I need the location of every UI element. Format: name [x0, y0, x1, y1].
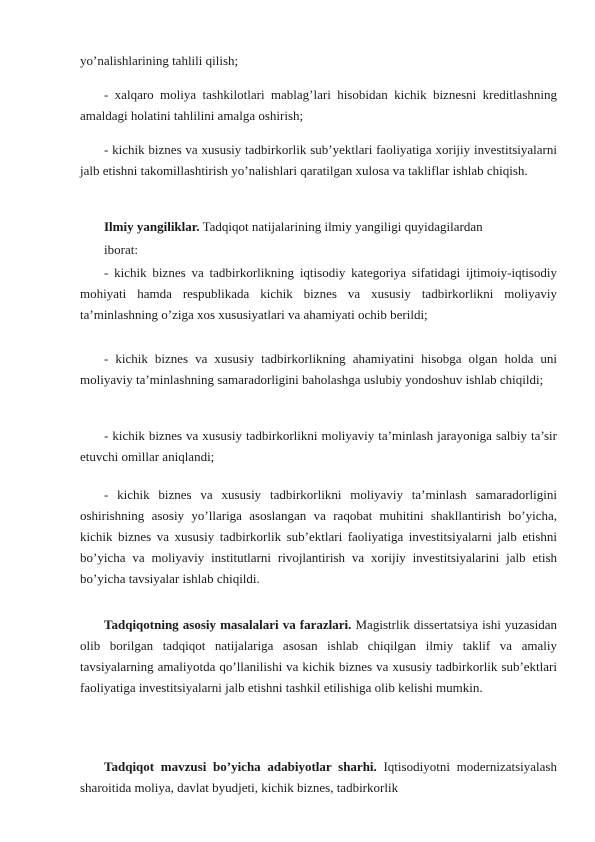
paragraph-novelty-2: - kichik biznes va xususiy tadbirkorlikning ahamiyatini hisobga olgan holda uni moliyaviy ta’minlashning samaradorligini baholashga uslubiy yondoshuv ishlab chiqildi;: [80, 351, 557, 387]
paragraph-scientific-novelty: [80, 216, 557, 237]
literature-review-text: Iqtisodiyotni modernizatsiyalash sharoitida moliya, davlat byudjeti, kichik biznes, tadbirkorlik: [80, 759, 557, 795]
paragraph-continuation: yo’nalishlarining tahlili qilish;: [80, 53, 239, 68]
paragraph-task-investment: - kichik biznes va xususiy tadbirkorlik sub’yektlari faoliyatiga xorijiy investitsiyalarni jalb etishni takomillashtirish yo’nalishlari qaratilgan xulosa va takliflar ishlab chiqish.: [80, 142, 557, 178]
heading-literature-review: Tadqiqot mavzusi bo’yicha adabiyotlar sharhi.: [104, 759, 377, 774]
paragraph-novelty-3: - kichik biznes va xususiy tadbirkorlikni moliyaviy ta’minlash jarayoniga salbiy ta’sir etuvchi omillar aniqlandi;: [80, 428, 557, 464]
paragraph-novelty-1: - kichik biznes va tadbirkorlikning iqtisodiy kategoriya sifatidagi ijtimoiy-iqtisodiy mohiyati hamda respublikada kichik biznes va xususiy tadbirkorlikni moliyaviy ta’minlashning o’ziga xos xususiyatlari va ahamiyati ochib berildi;: [80, 265, 557, 322]
paragraph-novelty-4: - kichik biznes va xususiy tadbirkorlikni moliyaviy ta’minlash samaradorligini oshirishning asosiy yo’llariga asoslangan va raqobat muhitini shakllantirish bo’yicha, kichik biznes va xususiy tadbirkorlik sub’ektlari faoliyatiga investitsiyalarni jalb etishni bo’yicha va moliyaviy institutlarni rivojlantirish va xorijiy investitsiyalarini jalb etish bo’yicha tavsiyalar ishlab chiqildi.: [80, 487, 557, 586]
hypotheses-text: Magistrlik dissertatsiya ishi yuzasidan olib borilgan tadqiqot natijalariga asosan ishlab chiqilgan ilmiy taklif va amaliy tavsiyalarning amaliyotda qo’llanilishi va kichik biznes va xususiy tadbirkorlik sub’ektlari faoliyatiga investitsiyalarni jalb etishni tashkil etilishiga olib kelishi mumkin.: [80, 617, 557, 695]
heading-research-hypotheses: Tadqiqotning asosiy masalalari va farazlari.: [104, 617, 352, 632]
paragraph-research-hypotheses: [80, 614, 557, 698]
heading-scientific-novelty: Ilmiy yangiliklar.: [104, 219, 200, 234]
paragraph-novelty-continuation: iborat:: [104, 242, 138, 257]
paragraph-task-credit: - xalqaro moliya tashkilotlari mablag’lari hisobidan kichik biznesni kreditlashning amaldagi holatini tahlilini amalga oshirish;: [80, 87, 557, 123]
novelty-intro-text: Tadqiqot natijalarining ilmiy yangiligi quyidagilardan: [199, 219, 483, 234]
paragraph-literature-review: [80, 756, 557, 798]
